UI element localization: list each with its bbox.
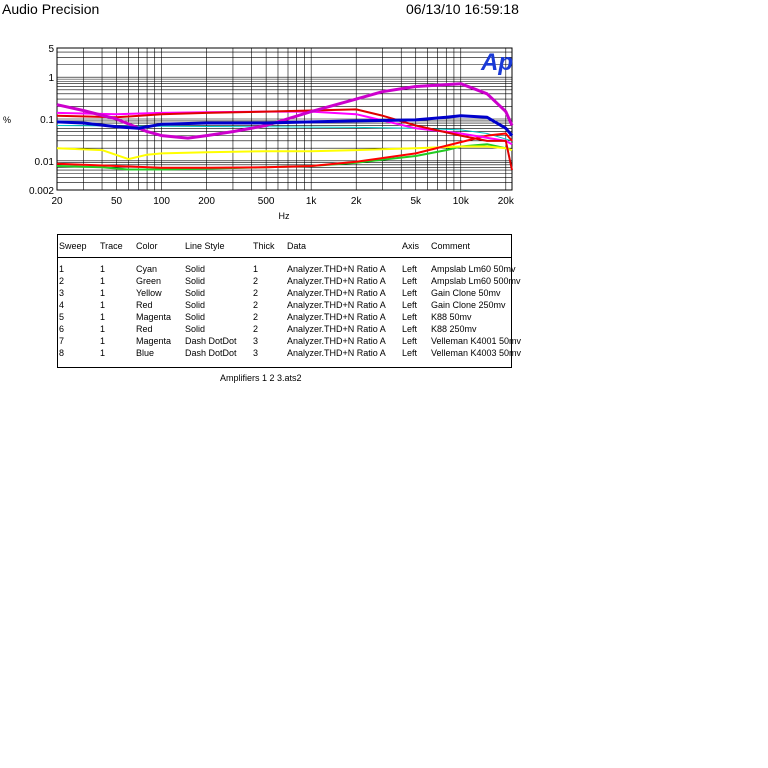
cell-sweep: 8 [59, 348, 65, 358]
header-line-style: Line Style [185, 241, 225, 251]
cell-thick: 2 [253, 324, 259, 334]
cell-color: Red [136, 300, 153, 310]
x-tick-label: 100 [153, 196, 170, 207]
cell-color: Green [136, 276, 162, 286]
cell-comment: K88 50mv [431, 312, 472, 322]
cell-line-style: Dash DotDot [185, 336, 237, 346]
table-row [58, 300, 511, 312]
cell-data: Analyzer.THD+N Ratio A [287, 288, 386, 298]
table-row [58, 324, 511, 336]
cell-thick: 2 [253, 288, 259, 298]
cell-sweep: 1 [59, 264, 65, 274]
cell-thick: 2 [253, 300, 259, 310]
cell-trace: 1 [100, 348, 106, 358]
cell-color: Blue [136, 348, 155, 358]
cell-trace: 1 [100, 288, 106, 298]
cell-axis: Left [402, 348, 418, 358]
cell-data: Analyzer.THD+N Ratio A [287, 312, 386, 322]
cell-line-style: Solid [185, 264, 206, 274]
x-tick-label: 10k [452, 196, 469, 207]
cell-sweep: 7 [59, 336, 65, 346]
header-sweep: Sweep [59, 241, 87, 251]
cell-comment: Velleman K4003 50mv [431, 348, 522, 358]
cell-axis: Left [402, 324, 418, 334]
cell-data: Analyzer.THD+N Ratio A [287, 300, 386, 310]
header-color: Color [136, 241, 158, 251]
y-tick-label: 0.1 [40, 115, 54, 126]
cell-axis: Left [402, 312, 418, 322]
cell-comment: Ampslab Lm60 50mv [431, 264, 516, 274]
timestamp: 06/13/10 16:59:18 [406, 1, 519, 17]
y-tick-label: 1 [48, 73, 54, 85]
cell-line-style: Dash DotDot [185, 348, 237, 358]
cell-sweep: 5 [59, 312, 65, 322]
cell-comment: Ampslab Lm60 500mv [431, 276, 521, 286]
table-row [58, 336, 522, 348]
cell-sweep: 3 [59, 288, 65, 298]
cell-color: Magenta [136, 312, 172, 322]
cell-axis: Left [402, 288, 418, 298]
y-tick-label: 5 [48, 44, 54, 55]
cell-axis: Left [402, 300, 418, 310]
thd-chart [0, 0, 768, 232]
cell-thick: 1 [253, 264, 259, 274]
cell-trace: 1 [100, 264, 106, 274]
x-tick-label: 500 [257, 196, 275, 207]
x-tick-label: 2k [350, 196, 362, 207]
cell-thick: 3 [253, 336, 259, 346]
sweep-table [57, 234, 522, 368]
cell-data: Analyzer.THD+N Ratio A [287, 324, 386, 334]
y-axis-label: % [2, 115, 12, 125]
cell-line-style: Solid [185, 288, 206, 298]
cell-trace: 1 [100, 300, 106, 310]
cell-thick: 3 [253, 348, 259, 358]
y-tick-label: 0.01 [34, 156, 54, 168]
cell-line-style: Solid [185, 300, 206, 310]
app-title: Audio Precision [2, 1, 100, 17]
cell-line-style: Solid [185, 312, 206, 322]
header-thick: Thick [253, 241, 275, 251]
x-tick-labels [51, 196, 514, 207]
cell-axis: Left [402, 276, 418, 286]
cell-data: Analyzer.THD+N Ratio A [287, 276, 386, 286]
x-tick-label: 50 [110, 196, 123, 207]
cell-comment: Velleman K4001 50mv [431, 336, 522, 346]
cell-comment: K88 250mv [431, 324, 477, 334]
header-comment: Comment [431, 241, 471, 251]
cell-comment: Gain Clone 250mv [431, 300, 506, 310]
header-trace: Trace [100, 241, 123, 251]
cell-thick: 2 [253, 312, 259, 322]
table-row [58, 276, 521, 288]
x-tick-label: 20k [497, 196, 514, 207]
x-tick-label: 1k [305, 196, 317, 207]
cell-line-style: Solid [185, 324, 206, 334]
cell-line-style: Solid [185, 276, 206, 286]
table-row [58, 348, 522, 360]
cell-axis: Left [402, 336, 418, 346]
file-name: Amplifiers 1 2 3.ats2 [220, 373, 302, 383]
cell-color: Red [136, 324, 153, 334]
cell-data: Analyzer.THD+N Ratio A [287, 348, 386, 358]
cell-color: Magenta [136, 336, 172, 346]
cell-data: Analyzer.THD+N Ratio A [287, 264, 386, 274]
header-data: Data [287, 241, 307, 251]
cell-trace: 1 [100, 324, 106, 334]
header-axis: Axis [402, 241, 420, 251]
x-axis-label: Hz [278, 211, 290, 221]
x-tick-label: 200 [198, 196, 215, 207]
cell-axis: Left [402, 264, 418, 274]
x-tick-label: 5k [410, 196, 422, 207]
cell-sweep: 2 [59, 276, 65, 286]
table-row [58, 288, 511, 300]
table-row [58, 312, 511, 324]
cell-color: Cyan [136, 264, 158, 274]
series-layer [57, 84, 512, 170]
cell-trace: 1 [100, 276, 106, 286]
cell-color: Yellow [136, 288, 162, 298]
cell-comment: Gain Clone 50mv [431, 288, 501, 298]
table-row [58, 264, 516, 276]
x-tick-label: 20 [51, 196, 63, 207]
cell-data: Analyzer.THD+N Ratio A [287, 336, 386, 346]
cell-sweep: 4 [59, 300, 65, 310]
cell-trace: 1 [100, 336, 106, 346]
ap-logo: Ap [481, 49, 513, 76]
cell-trace: 1 [100, 312, 106, 322]
y-tick-label: 0.002 [28, 186, 54, 197]
cell-thick: 2 [253, 276, 259, 286]
cell-sweep: 6 [59, 324, 65, 334]
header-divider [58, 257, 511, 258]
y-tick-labels [29, 44, 54, 197]
